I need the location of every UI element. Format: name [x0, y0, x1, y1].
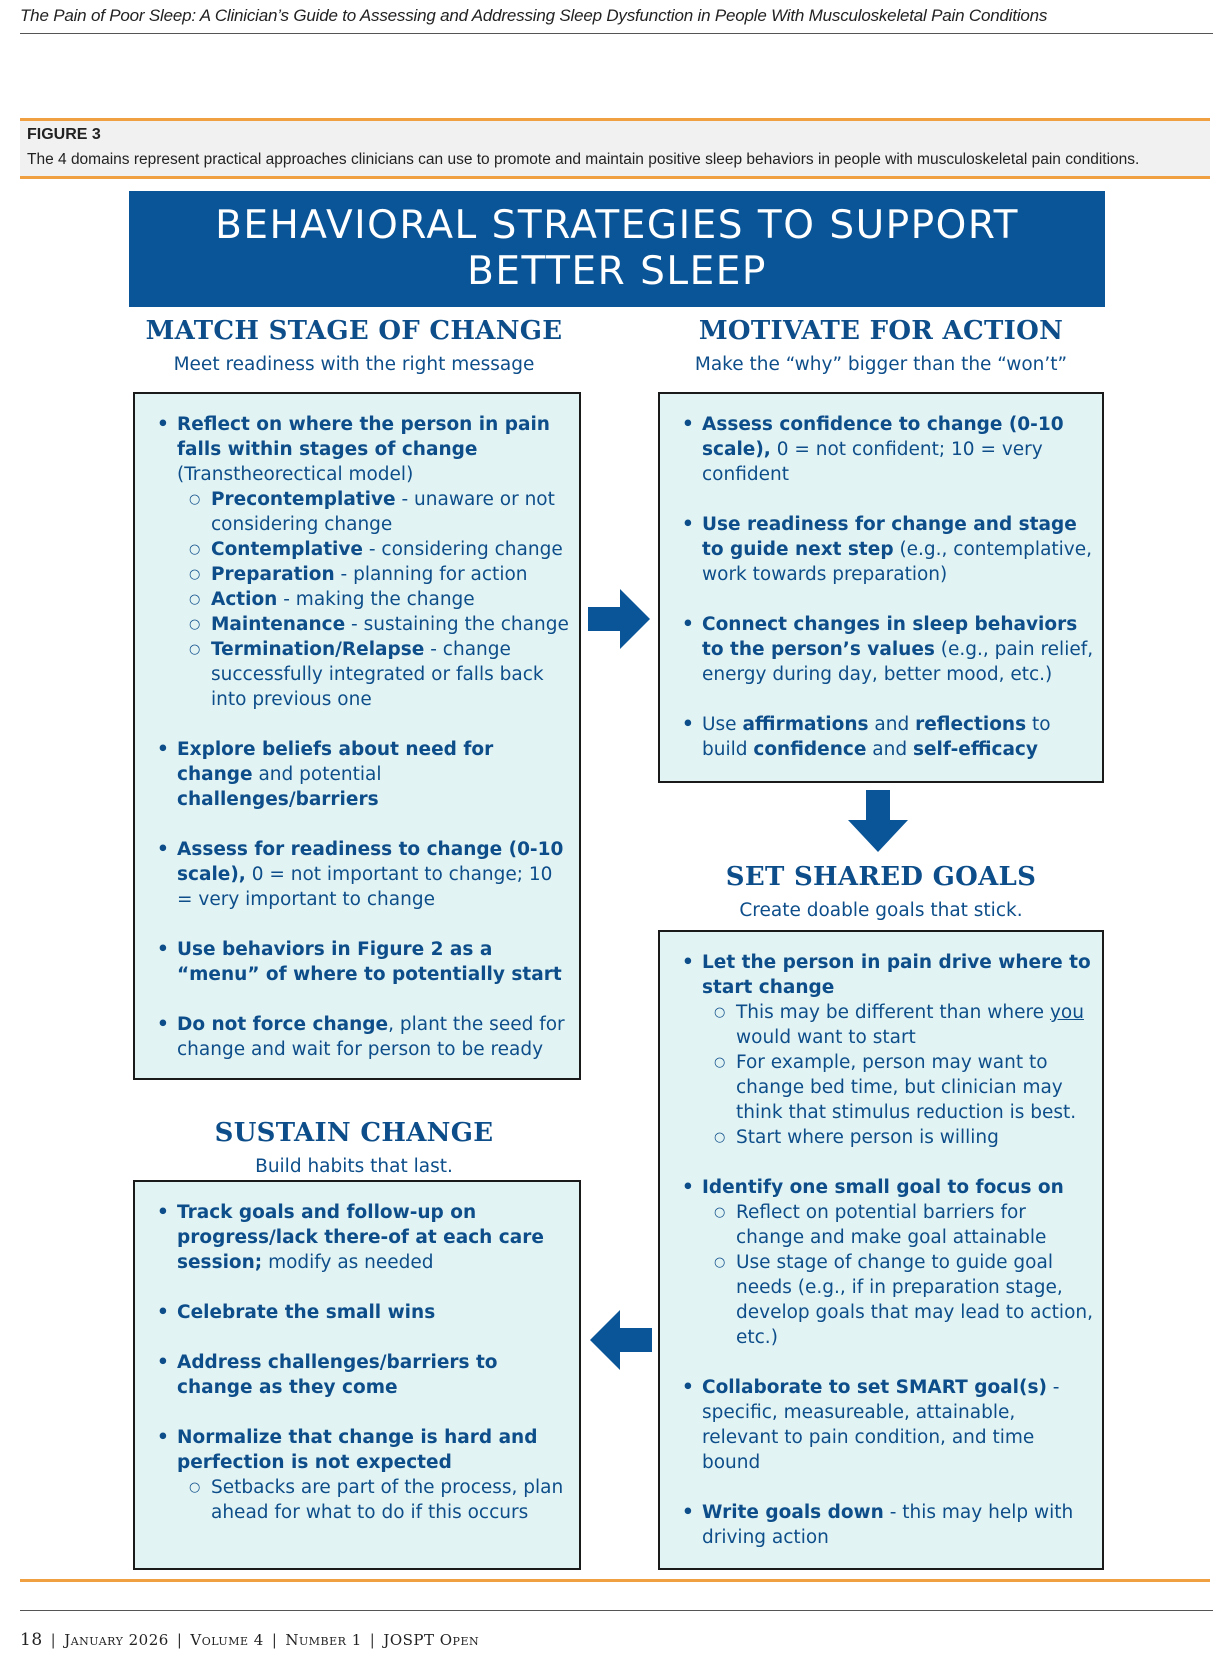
goals-subitem: ○ This may be different than where you would want to start [702, 1000, 1096, 1050]
goals-subitem: ○ For example, person may want to change bed time, but clinician may think that stimulus reduction is best. [702, 1050, 1096, 1125]
goals-bullet-3: • Collaborate to set SMART goal(s) - specific, measureable, attainable, relevant to pain condition, and time bound [678, 1375, 1096, 1475]
sustain-subtitle: Build habits that last. [255, 1156, 453, 1177]
motivate-subtitle: Make the “why” bigger than the “won’t” [694, 354, 1068, 375]
stage-item: ○ Preparation - planning for action [177, 562, 573, 587]
motivate-bullet-3: • Connect changes in sleep behaviors to the person’s values (e.g., pain relief, energy during day, better mood, etc.) [678, 612, 1096, 687]
match-title: MATCH STAGE OF CHANGE [145, 316, 563, 346]
figure-label: FIGURE 3 [27, 126, 101, 143]
page-number: 18 [20, 1630, 43, 1650]
sustain-subitem: ○ Setbacks are part of the process, plan ahead for what to do if this occurs [177, 1475, 573, 1525]
footer-volume: Volume 4 [190, 1631, 264, 1649]
goals-bullet-4: • Write goals down - this may help with driving action [678, 1500, 1096, 1550]
match-bullet-4: • Use behaviors in Figure 2 as a “menu” of where to potentially start [153, 937, 573, 987]
page-footer: 18 | January 2026 | Volume 4 | Number 1 | JOSPT Open [20, 1630, 480, 1650]
goals-subitem: ○ Reflect on potential barriers for change and make goal attainable [702, 1200, 1096, 1250]
footer-number: Number 1 [285, 1631, 362, 1649]
goals-subtitle: Create doable goals that stick. [739, 900, 1023, 921]
sustain-title: SUSTAIN CHANGE [214, 1118, 494, 1148]
goals-subitem: ○ Start where person is willing [702, 1125, 1096, 1150]
motivate-box [658, 392, 1104, 783]
sustain-bullet-1: • Track goals and follow-up on progress/lack there-of at each care session; modify as needed [153, 1200, 573, 1275]
motivate-bullet-1: • Assess confidence to change (0-10 scale), 0 = not confident; 10 = very confident [678, 412, 1096, 487]
goals-bullet-1: • Let the person in pain drive where to start change ○ This may be different than where you would want to start ○ For example, person may want to change bed time, but clinician may think that stimulus reduction is best. ○ Start where person is willing [678, 950, 1096, 1150]
match-bullet-1: • Reflect on where the person in pain falls within stages of change (Transtheorectical model) ○ Precontemplative - unaware or not considering change ○ Contemplative - considering change ○ Preparation - planning for action ○ Action - making the change ○ Maintenance - sustaining the change ○ Termination/Relapse - change successfully integrated or falls back into previous one [153, 412, 573, 712]
sustain-bullet-3: • Address challenges/barriers to change as they come [153, 1350, 573, 1400]
match-bullet-3: • Assess for readiness to change (0-10 scale), 0 = not important to change; 10 = very important to change [153, 837, 573, 912]
figure-caption: The 4 domains represent practical approaches clinicians can use to promote and maintain positive sleep behaviors in people with musculoskeletal pain conditions. [27, 151, 1140, 168]
stage-item: ○ Termination/Relapse - change successfully integrated or falls back into previous one [177, 637, 573, 712]
stage-item: ○ Precontemplative - unaware or not considering change [177, 487, 573, 537]
goals-title: SET SHARED GOALS [725, 862, 1037, 892]
match-bullet-5: • Do not force change, plant the seed for change and wait for person to be ready [153, 1012, 573, 1062]
header-rule [20, 33, 1213, 34]
stage-item: ○ Contemplative - considering change [177, 537, 573, 562]
motivate-title: MOTIVATE FOR ACTION [698, 316, 1064, 346]
match-box [133, 392, 581, 1080]
motivate-bullet-2: • Use readiness for change and stage to guide next step (e.g., contemplative, work towards preparation) [678, 512, 1096, 587]
arrow-right-icon [588, 587, 652, 651]
arrow-left-icon [588, 1308, 652, 1372]
goals-subitem: ○ Use stage of change to guide goal needs (e.g., if in preparation stage, develop goals that may lead to action, etc.) [702, 1250, 1096, 1350]
goals-box [658, 930, 1104, 1570]
stage-item: ○ Maintenance - sustaining the change [177, 612, 573, 637]
title-banner [129, 191, 1105, 307]
running-head: The Pain of Poor Sleep: A Clinician’s Guide to Assessing and Addressing Sleep Dysfunction in People With Musculoskeletal Pain Conditions [20, 6, 1048, 25]
sustain-bullet-2: • Celebrate the small wins [153, 1300, 573, 1325]
arrow-down-icon [846, 790, 910, 854]
match-subtitle: Meet readiness with the right message [173, 354, 535, 375]
stage-item: ○ Action - making the change [177, 587, 573, 612]
footer-rule [20, 1610, 1213, 1611]
footer-date: January 2026 [64, 1631, 169, 1649]
footer-journal: JOSPT Open [383, 1631, 480, 1649]
goals-bullet-2: • Identify one small goal to focus on ○ Reflect on potential barriers for change and make goal attainable ○ Use stage of change to guide goal needs (e.g., if in preparation stage, develop goals that may lead to action, etc.) [678, 1175, 1096, 1350]
sustain-box [133, 1180, 581, 1570]
banner-title: BEHAVIORAL STRATEGIES TO SUPPORT BETTER SLEEP [215, 203, 1019, 294]
motivate-bullet-4: • Use affirmations and reflections to build confidence and self-efficacy [678, 712, 1096, 762]
figure-caption-bar [20, 121, 1210, 179]
sustain-bullet-4: • Normalize that change is hard and perfection is not expected ○ Setbacks are part of the process, plan ahead for what to do if this occurs [153, 1425, 573, 1525]
match-bullet-2: • Explore beliefs about need for change and potential challenges/barriers [153, 737, 573, 812]
